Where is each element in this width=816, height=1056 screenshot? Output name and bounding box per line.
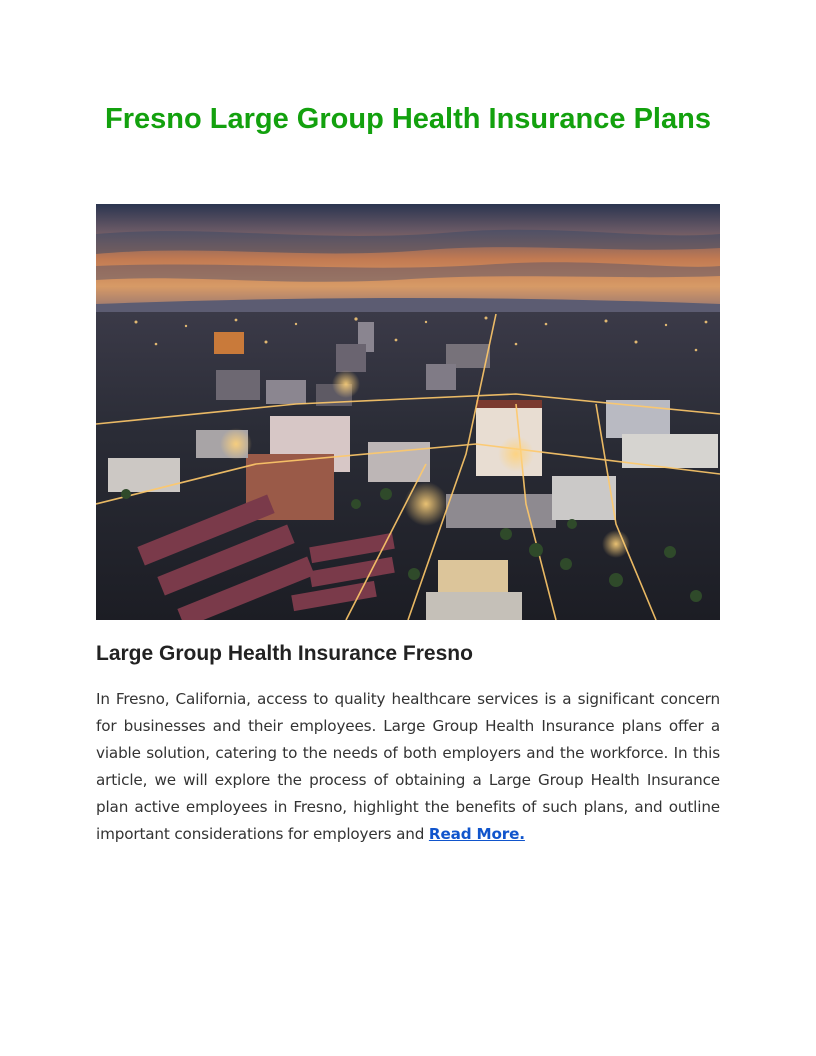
paragraph-text: In Fresno, California, access to quality healthcare services is a significant concern for businesses and their employees. Large Group Health Insurance plans offer a viable solution, catering to the needs of both employers and the workforce. In this article, we will explore the process of obtaining a Large Group Health Insurance plan active employees in Fresno, highlight the benefits of such plans, and outline important considerations for employers and bbox=[96, 690, 720, 843]
read-more-link[interactable]: Read More. bbox=[428, 825, 525, 843]
body-paragraph bbox=[96, 686, 720, 848]
section-heading: Large Group Health Insurance Fresno bbox=[96, 642, 473, 665]
page-title: Fresno Large Group Health Insurance Plans bbox=[105, 103, 711, 135]
hero-image bbox=[96, 204, 720, 620]
